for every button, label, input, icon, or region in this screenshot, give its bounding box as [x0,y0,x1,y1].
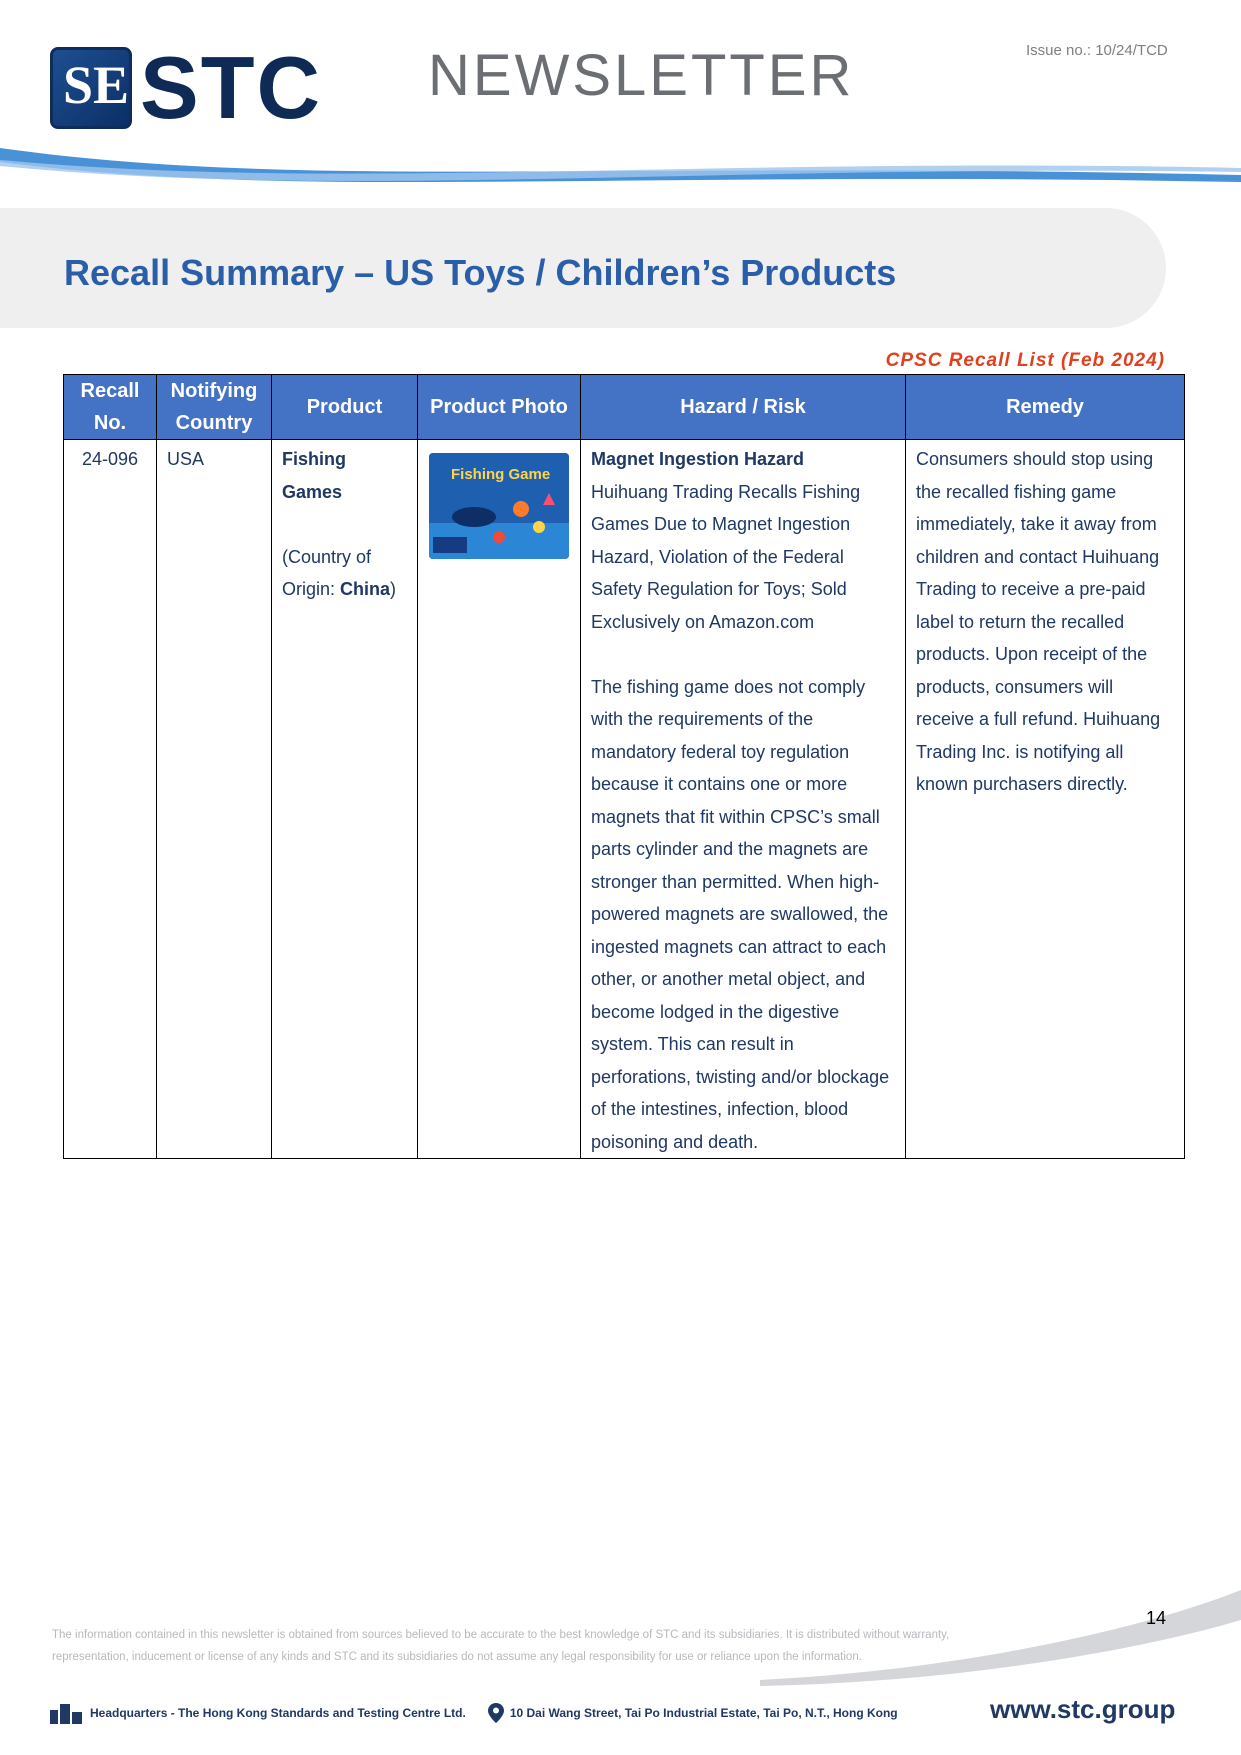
building-icon [48,1702,84,1724]
cell-product [272,440,418,1159]
header-product: Product [272,375,418,440]
headquarters-text: Headquarters - The Hong Kong Standards and Testing Centre Ltd. [90,1706,466,1720]
table-row [64,440,1185,1159]
table-header-row [64,375,1185,440]
disclaimer: The information contained in this newsletter is obtained from sources believed to be accurate to the best knowledge of STC and its subsidiaries. It is distributed without warranty, representation, inducement or license of any kinds and STC and its subsidiaries do not assume any legal responsibility for use or reliance upon the information. [52,1629,950,1663]
cell-remedy: Consumers should stop using the recalled fishing game immediately, take it away from children and contact Huihuang Trading to receive a pre-paid label to return the recalled products. Upon receipt of the products, consumers will receive a full refund. Huihuang Trading Inc. is notifying all known purchasers directly. [906,440,1185,1159]
product-photo [429,453,569,559]
hazard-title: Magnet Ingestion Hazard [591,449,805,469]
logo-mark: SE [63,55,130,115]
origin-country: China [340,579,391,599]
header-remedy: Remedy [906,375,1185,440]
header-swoosh [0,130,1241,200]
cell-country: USA [157,440,272,1159]
page-number: 14 [1146,1608,1167,1628]
issue-number: Issue no.: 10/24/TCD [1026,42,1168,59]
address-text: 10 Dai Wang Street, Tai Po Industrial Estate, Tai Po, N.T., Hong Kong [509,1706,898,1720]
header-notifying-country: Notifying Country [157,375,272,440]
header-product-photo: Product Photo [418,375,581,440]
hazard-detail: The fishing game does not comply with the requirements of the mandatory federal toy regulation because it contains one or more magnets that fit within CPSC’s small parts cylinder and the magnets are stronger than permitted. When high-powered magnets are swallowed, the ingested magnets can attract to each other, or another metal object, and become lodged in the digestive system. This can result in perforations, twisting and/or blockage of the intestines, infection, blood poisoning and death. [591,676,890,1152]
website-link[interactable]: www.stc.group [990,1694,1176,1724]
cell-photo [418,440,581,1159]
newsletter-heading: NEWSLETTER [428,43,855,108]
logo-text: STC [140,38,322,137]
header-recall-no: Recall No. [64,375,157,440]
page-title: Recall Summary – US Toys / Children’s Products [64,252,897,293]
hazard-summary: Huihuang Trading Recalls Fishing Games Due to Magnet Ingestion Hazard, Violation of the Federal Safety Regulation for Toys; Sold Exclusively on Amazon.com [591,481,861,632]
origin-label: (Country of Origin: [282,546,372,599]
cell-recall-no: 24-096 [64,440,157,1159]
stc-logo [50,38,322,137]
cell-hazard [581,440,906,1159]
logo-emblem [50,47,132,129]
photo-caption: Fishing Game [451,466,551,483]
product-name: Fishing Games [282,449,346,502]
recall-table [63,374,1185,1159]
recall-list-label: CPSC Recall List (Feb 2024) [885,350,1165,371]
fishing-game-image [429,453,569,559]
origin-close: ) [390,579,397,599]
header-hazard-risk: Hazard / Risk [581,375,906,440]
location-pin-icon [488,1703,504,1723]
